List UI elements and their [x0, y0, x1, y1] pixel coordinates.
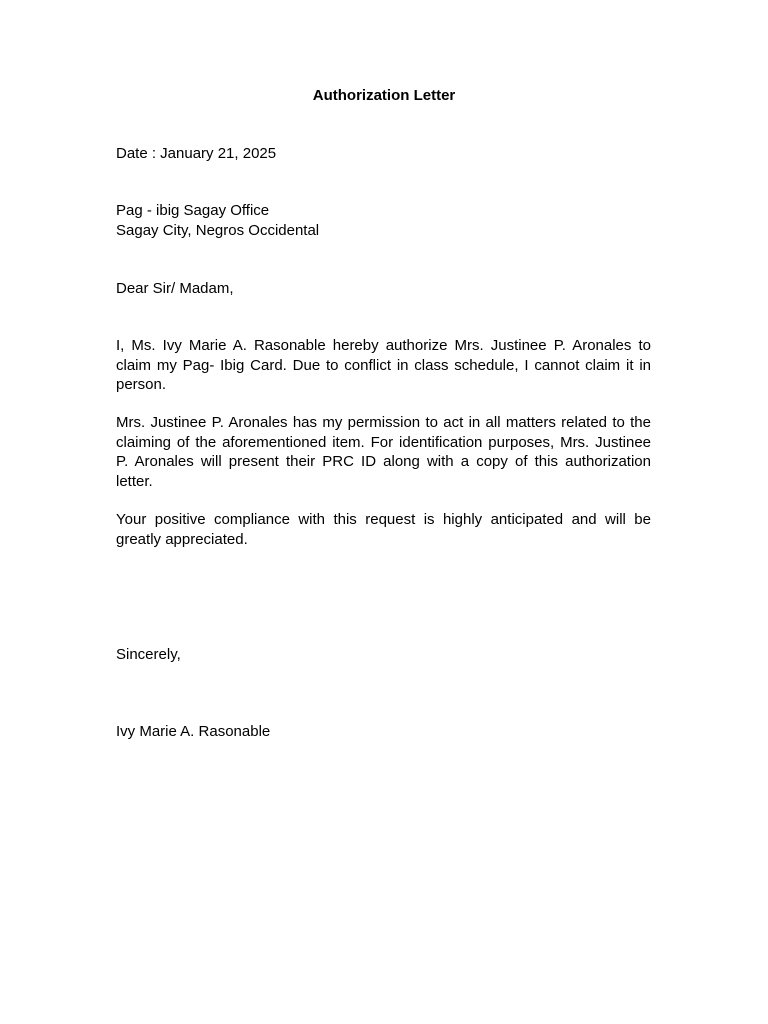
- body-paragraph-3: Your positive compliance with this request is highly anticipated and will be greatly appreciated.: [116, 511, 651, 548]
- salutation: Dear Sir/ Madam,: [116, 280, 234, 297]
- body-paragraph-2: Mrs. Justinee P. Aronales has my permission to act in all matters related to the claiming of the aforementioned item. For identification purposes, Mrs. Justinee P. Aronales will present their PRC ID along with a copy of this authorization letter.: [116, 414, 651, 490]
- letter-date: Date : January 21, 2025: [116, 145, 277, 162]
- recipient-line-2: Sagay City, Negros Occidental: [116, 221, 320, 239]
- body-paragraph-1: I, Ms. Ivy Marie A. Rasonable hereby authorize Mrs. Justinee P. Aronales to claim my Pag- Ibig Card. Due to conflict in class schedule, I cannot claim it in person.: [116, 337, 651, 393]
- recipient-address: [116, 201, 651, 240]
- closing: Sincerely,: [116, 646, 181, 663]
- signatory-name: Ivy Marie A. Rasonable: [116, 723, 271, 740]
- letter-title: Authorization Letter: [312, 87, 456, 104]
- recipient-line-1: Pag - ibig Sagay Office: [116, 202, 270, 219]
